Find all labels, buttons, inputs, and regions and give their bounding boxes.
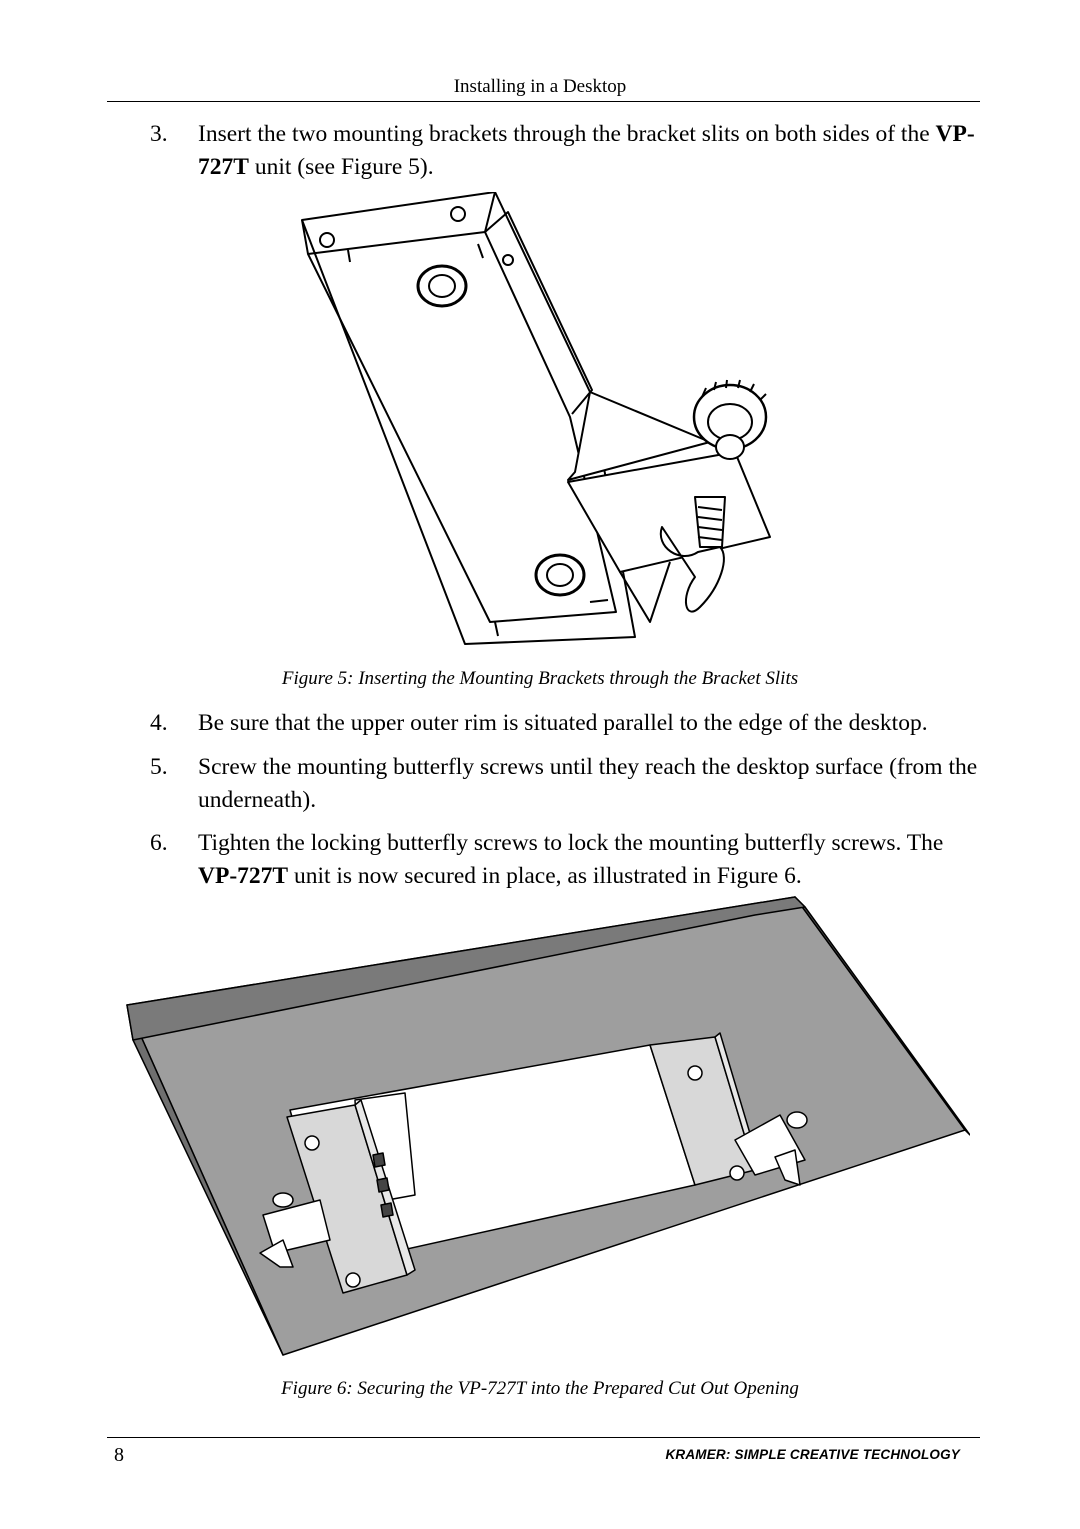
running-header: Installing in a Desktop — [453, 76, 627, 97]
figure-5-illustration — [290, 192, 780, 652]
figure-6-caption: Figure 6: Securing the VP-727T into the Prepared Cut Out Opening — [281, 1378, 799, 1399]
step-number: 5. — [150, 754, 168, 780]
header-rule — [107, 101, 980, 102]
product-name: VP-727T — [198, 863, 289, 889]
figure-5-caption: Figure 5: Inserting the Mounting Brackets through the Bracket Slits — [281, 668, 799, 689]
step-number: 4. — [150, 710, 168, 736]
page-number: 8 — [114, 1444, 124, 1466]
step-text: Screw the mounting butterfly screws until they reach the desktop surface (from the underneath). — [198, 754, 978, 813]
step-text-part: unit (see Figure 5). — [248, 154, 434, 180]
step-text: Be sure that the upper outer rim is situated parallel to the edge of the desktop. — [198, 710, 928, 736]
step-text-part: Tighten the locking butterfly screws to lock the mounting butterfly screws. The — [198, 830, 944, 856]
step-text — [198, 118, 988, 184]
step-number: 6. — [150, 830, 168, 856]
step-number: 3. — [150, 121, 168, 147]
footer-rule — [107, 1437, 980, 1438]
footer-brand: KRAMER: SIMPLE CREATIVE TECHNOLOGY — [665, 1447, 960, 1462]
figure-6-illustration — [115, 895, 970, 1365]
step-text-part: unit is now secured in place, as illustrated in Figure 6. — [288, 863, 802, 889]
step-text — [198, 827, 988, 893]
step-text-part: Insert the two mounting brackets through the bracket slits on both sides of the — [198, 121, 936, 147]
product-name: VP-727T — [198, 121, 975, 180]
